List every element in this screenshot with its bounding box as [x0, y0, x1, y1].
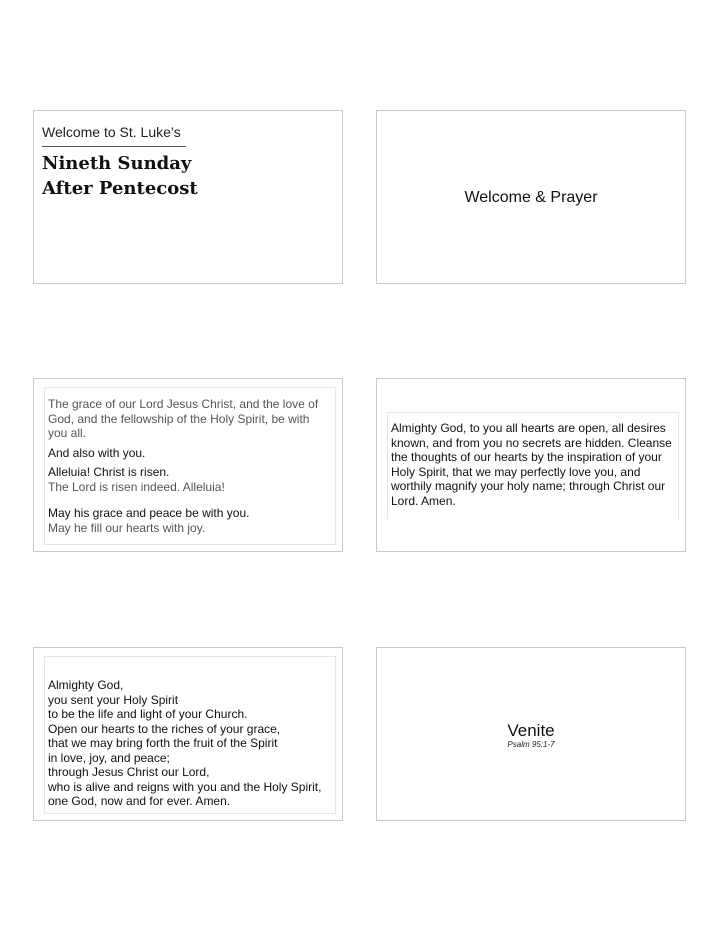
prayer-line: who is alive and reigns with you and the Holy Spirit, one God, now and for ever. Amen.: [48, 779, 322, 808]
prayer-line: in love, joy, and peace;: [48, 750, 170, 765]
greeting-response: And also with you.: [48, 445, 146, 460]
greeting-textbox: [44, 387, 336, 545]
prayer-line: that we may bring forth the fruit of the Spirit: [48, 736, 278, 750]
prayer-textbox: [44, 656, 336, 814]
venite-title: Venite: [507, 721, 555, 740]
acclamation-response: The Lord is risen indeed. Alleluia!: [48, 479, 225, 494]
prayer-line: through Jesus Christ our Lord,: [48, 765, 210, 779]
slide-collect-for-purity[interactable]: [376, 378, 686, 552]
peace-response: May he fill our hearts with joy.: [48, 520, 206, 535]
sunday-title: Nineth Sunday After Pentecost: [42, 153, 198, 199]
psalm-reference: Psalm 95:1-7: [507, 740, 555, 749]
prayer-line: Almighty God,: [48, 678, 124, 692]
greeting-text: The grace of our Lord Jesus Christ, and the love of God, and the fellowship of the Holy Spirit, be with you all.: [48, 397, 319, 440]
peace-text: May his grace and peace be with you.: [48, 506, 250, 520]
prayer-line: to be the life and light of your Church.: [48, 707, 248, 721]
title-divider: [42, 146, 186, 147]
collect-text: Almighty God, to you all hearts are open, all desires known, and from you no secrets are hidden. Cleanse the thoughts of our hearts by the inspiration of your Holy Spirit, that we may perfectly love you, and worthily magnify your holy name; through Christ our Lord. Amen.: [391, 421, 672, 508]
welcome-prayer-title: Welcome & Prayer: [464, 189, 598, 206]
slide-prayer[interactable]: [33, 647, 343, 821]
slide-title[interactable]: [33, 110, 343, 284]
acclamation-text: Alleluia! Christ is risen.: [48, 465, 170, 479]
slide-greeting[interactable]: [33, 378, 343, 552]
prayer-line: Open our hearts to the riches of your grace,: [48, 721, 281, 736]
prayer-line: you sent your Holy Spirit: [48, 692, 179, 707]
welcome-subtitle: Welcome to St. Luke’s: [42, 124, 181, 140]
slide-venite[interactable]: [376, 647, 686, 821]
collect-textbox: [387, 412, 679, 519]
slide-welcome-prayer[interactable]: [376, 110, 686, 284]
